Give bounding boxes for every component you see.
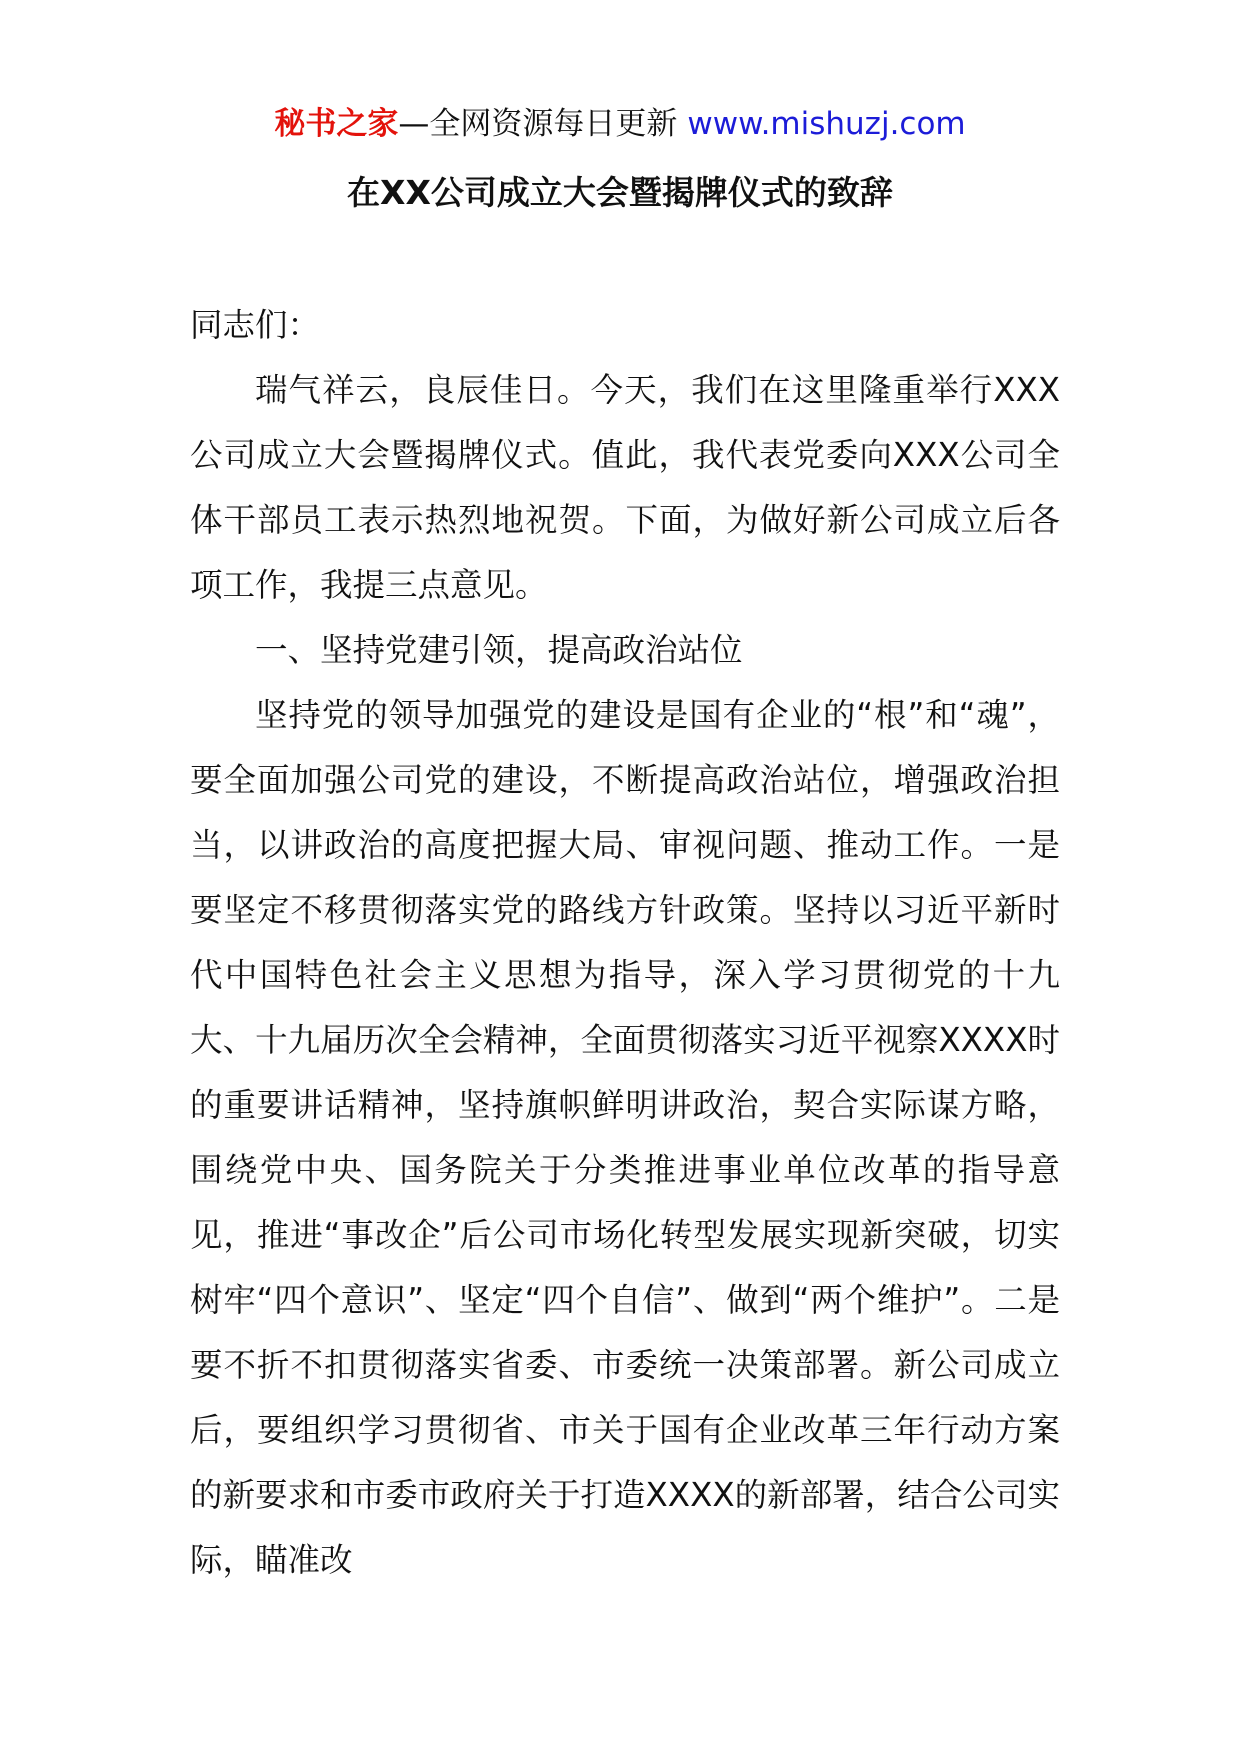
- site-url-link[interactable]: www.mishuzj.com: [687, 106, 966, 142]
- paragraph-section-1: 坚持党的领导加强党的建设是国有企业的“根”和“魂”，要全面加强公司党的建设，不断提高政治站位，增强政治担当，以讲政治的高度把握大局、审视问题、推动工作。一是要坚定不移贯彻落实党的路线方针政策。坚持以习近平新时代中国特色社会主义思想为指导，深入学习贯彻党的十九大、十九届历次全会精神，全面贯彻落实习近平视察XXXX时的重要讲话精神，坚持旗帜鲜明讲政治，契合实际谋方略，围绕党中央、国务院关于分类推进事业单位改革的指导意见，推进“事改企”后公司市场化转型发展实现新突破，切实树牢“四个意识”、坚定“四个自信”、做到“两个维护”。二是要不折不扣贯彻落实省委、市委统一决策部署。新公司成立后，要组织学习贯彻省、市关于国有企业改革三年行动方案的新要求和市委市政府关于打造XXXX的新部署，结合公司实际，瞄准改: [190, 696, 1060, 1579]
- site-header: [0, 100, 1240, 148]
- brand-name: 秘书之家: [274, 106, 399, 142]
- header-tagline: —全网资源每日更新: [398, 106, 678, 142]
- paragraph-opening: 瑞气祥云，良辰佳日。今天，我们在这里隆重举行XXX公司成立大会暨揭牌仪式。值此，我代表党委向XXX公司全体干部员工表示热烈地祝贺。下面，为做好新公司成立后各项工作，我提三点意见。: [190, 371, 1060, 604]
- document-body: [190, 293, 1060, 1593]
- salutation: 同志们：: [190, 306, 321, 344]
- section-heading-1: 一、坚持党建引领，提高政治站位: [255, 631, 743, 669]
- document-title: 在XX公司成立大会暨揭牌仪式的致辞: [347, 173, 893, 212]
